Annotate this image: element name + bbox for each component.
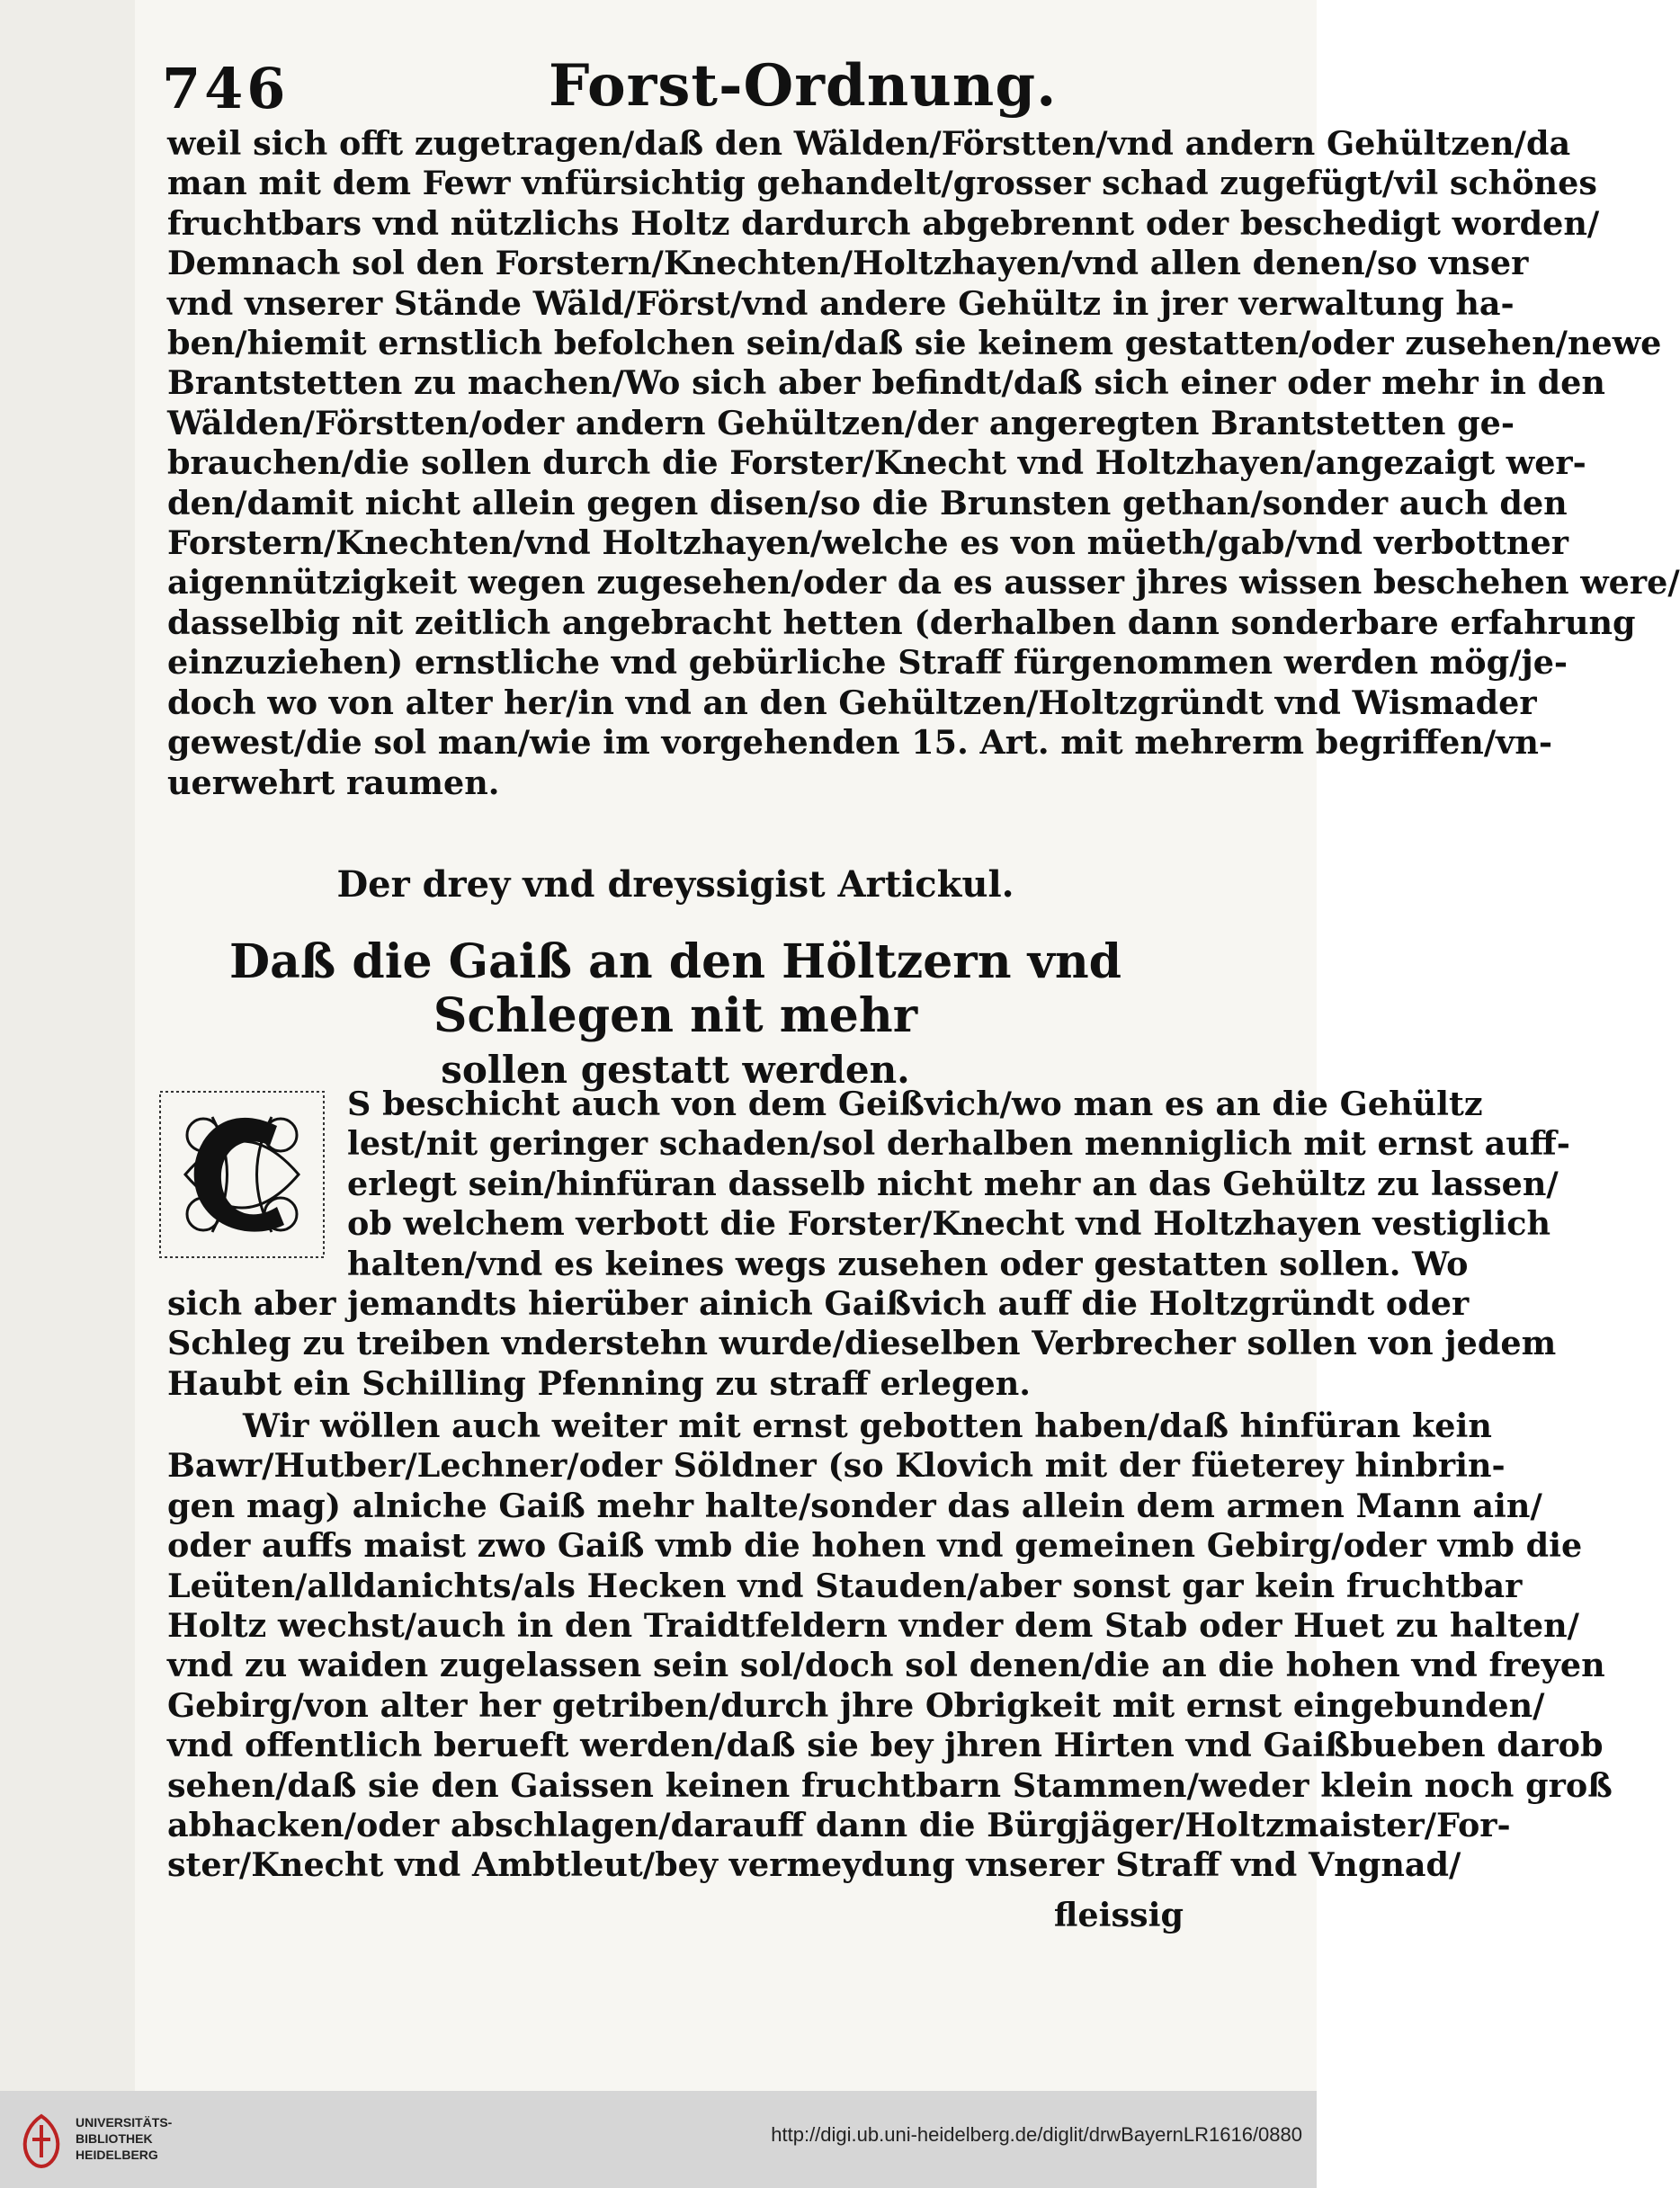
text-line: sehen/daß sie den Gaissen keinen fruchtbarn Stammen/weder klein noch groß	[167, 1765, 1613, 1805]
text-line: den/damit nicht allein gegen disen/so die Brunsten gethan/sonder auch den	[167, 483, 1568, 522]
text-line: Forstern/Knechten/vnd Holtzhayen/welche es von müeth/gab/vnd verbottner	[167, 523, 1568, 563]
text-line: einzuziehen) ernstliche vnd gebürliche Straff fürgenommen werden mög/je-	[167, 643, 1568, 683]
text-line: brauchen/die sollen durch die Forster/Knecht vnd Holtzhayen/angezaigt wer-	[167, 443, 1586, 483]
text-line: vnd vnserer Stände Wäld/Först/vnd andere Gehültz in jrer verwaltung ha-	[167, 283, 1515, 323]
catchword: fleissig	[1053, 1896, 1184, 1934]
article-title	[167, 935, 1184, 1097]
text-line: gewest/die sol man/wie im vorgehenden 15. Art. mit mehrerm begriffen/vn-	[167, 723, 1553, 763]
running-title: Forst-Ordnung.	[549, 52, 1058, 120]
text-line: Brantstetten zu machen/Wo sich aber befindt/daß sich einer oder mehr in den	[167, 363, 1605, 403]
text-line: ben/hiemit ernstlich befolchen sein/daß sie keinem gestatten/oder zusehen/newe	[167, 324, 1662, 363]
text-line: erlegt sein/hinfüran dasselb nicht mehr an das Gehültz zu lassen/	[347, 1164, 1559, 1203]
library-name[interactable]	[76, 2114, 172, 2163]
text-line: vnd offentlich berueft werden/daß sie bey jhren Hirten vnd Gaißbueben darob	[167, 1726, 1604, 1765]
page-gutter	[0, 0, 135, 2091]
text-line: fruchtbars vnd nützlichs Holtz dardurch abgebrennt oder beschedigt worden/	[167, 203, 1600, 243]
text-line: Wir wöllen auch weiter mit ernst gebotten haben/daß hinfüran kein	[243, 1407, 1492, 1445]
text-line: S beschicht auch von dem Geißvich/wo man es an die Gehültz	[347, 1085, 1483, 1123]
text-line: vnd zu waiden zugelassen sein sol/doch sol denen/die an die hohen vnd freyen	[167, 1646, 1605, 1685]
page-number: 746	[162, 56, 290, 121]
university-seal-icon[interactable]	[14, 2112, 68, 2170]
paragraph-1	[167, 124, 1680, 803]
text-line: Leüten/alldanichts/als Hecken vnd Stauden/aber sonst gar kein fruchtbar	[167, 1566, 1523, 1605]
article-title-sub: sollen gestatt werden.	[441, 1048, 910, 1092]
text-line: ster/Knecht vnd Ambtleut/bey vermeydung vnserer Straff vnd Vngnad/	[167, 1845, 1461, 1885]
page-header	[162, 52, 1209, 128]
library-name-line: BIBLIOTHEK	[76, 2131, 153, 2146]
text-line: halten/vnd es keines wegs zusehen oder gestatten sollen. Wo	[347, 1244, 1469, 1283]
text-line: Wälden/Förstten/oder andern Gehültzen/der angeregten Brantstetten ge-	[167, 403, 1515, 442]
text-line: aigennützigkeit wegen zugesehen/oder da es ausser jhres wissen beschehen were/	[167, 563, 1680, 603]
text-line: Haubt ein Schilling Pfenning zu straff erlegen.	[167, 1363, 1031, 1403]
text-line: dasselbig nit zeitlich angebracht hetten (derhalben dann sonderbare erfahrung	[167, 603, 1636, 642]
text-line: gen mag) alniche Gaiß mehr halte/sonder das allein dem armen Mann ain/	[167, 1486, 1542, 1525]
article-title-main: Daß die Gaiß an den Höltzern vnd Schlegen nit mehr	[228, 934, 1121, 1043]
article-number: Der drey vnd dreyssigist Artickul.	[336, 863, 1014, 906]
paragraph-3	[167, 1407, 1613, 1886]
text-line: man mit dem Fewr vnfürsichtig gehandelt/grosser schad zugefügt/vil schönes	[167, 164, 1597, 203]
text-line: Bawr/Hutber/Lechner/oder Söldner (so Klovich mit der füeterey hinbrin-	[167, 1446, 1506, 1486]
text-line: sich aber jemandts hierüber ainich Gaißvich auff die Holtzgründt oder	[167, 1284, 1470, 1324]
viewer-footer	[0, 2091, 1317, 2188]
text-line: Holtz wechst/auch in den Traidtfeldern vnder dem Stab oder Huet zu halten/	[167, 1606, 1579, 1646]
text-line: lest/nit geringer schaden/sol derhalben menniglich mit ernst auff-	[347, 1124, 1570, 1164]
text-line: oder auffs maist zwo Gaiß vmb die hohen vnd gemeinen Gebirg/oder vmb die	[167, 1526, 1583, 1566]
text-line: Gebirg/von alter her getriben/durch jhre Obrigkeit mit ernst eingebunden/	[167, 1685, 1545, 1725]
text-line: Demnach sol den Forstern/Knechten/Holtzhayen/vnd allen denen/so vnser	[167, 244, 1529, 283]
library-name-line: HEIDELBERG	[76, 2148, 158, 2162]
text-line: uerwehrt raumen.	[167, 763, 500, 802]
text-line: Schleg zu treiben vnderstehn wurde/dieselben Verbrecher sollen von jedem	[167, 1324, 1557, 1363]
permalink-url[interactable]: http://digi.ub.uni-heidelberg.de/diglit/drwBayernLR1616/0880	[771, 2123, 1302, 2146]
text-line: abhacken/oder abschlagen/darauff dann die Bürgjäger/Holtzmaister/For-	[167, 1806, 1511, 1845]
paragraph-2	[167, 1085, 1570, 1404]
text-line: weil sich offt zugetragen/daß den Wälden/Förstten/vnd andern Gehültzen/da	[167, 124, 1571, 163]
text-line: doch wo von alter her/in vnd an den Gehültzen/Holtzgründt vnd Wismader	[167, 683, 1537, 722]
text-line: ob welchem verbott die Forster/Knecht vnd Holtzhayen vestiglich	[347, 1204, 1551, 1244]
library-name-line: UNIVERSITÄTS-	[76, 2115, 173, 2130]
